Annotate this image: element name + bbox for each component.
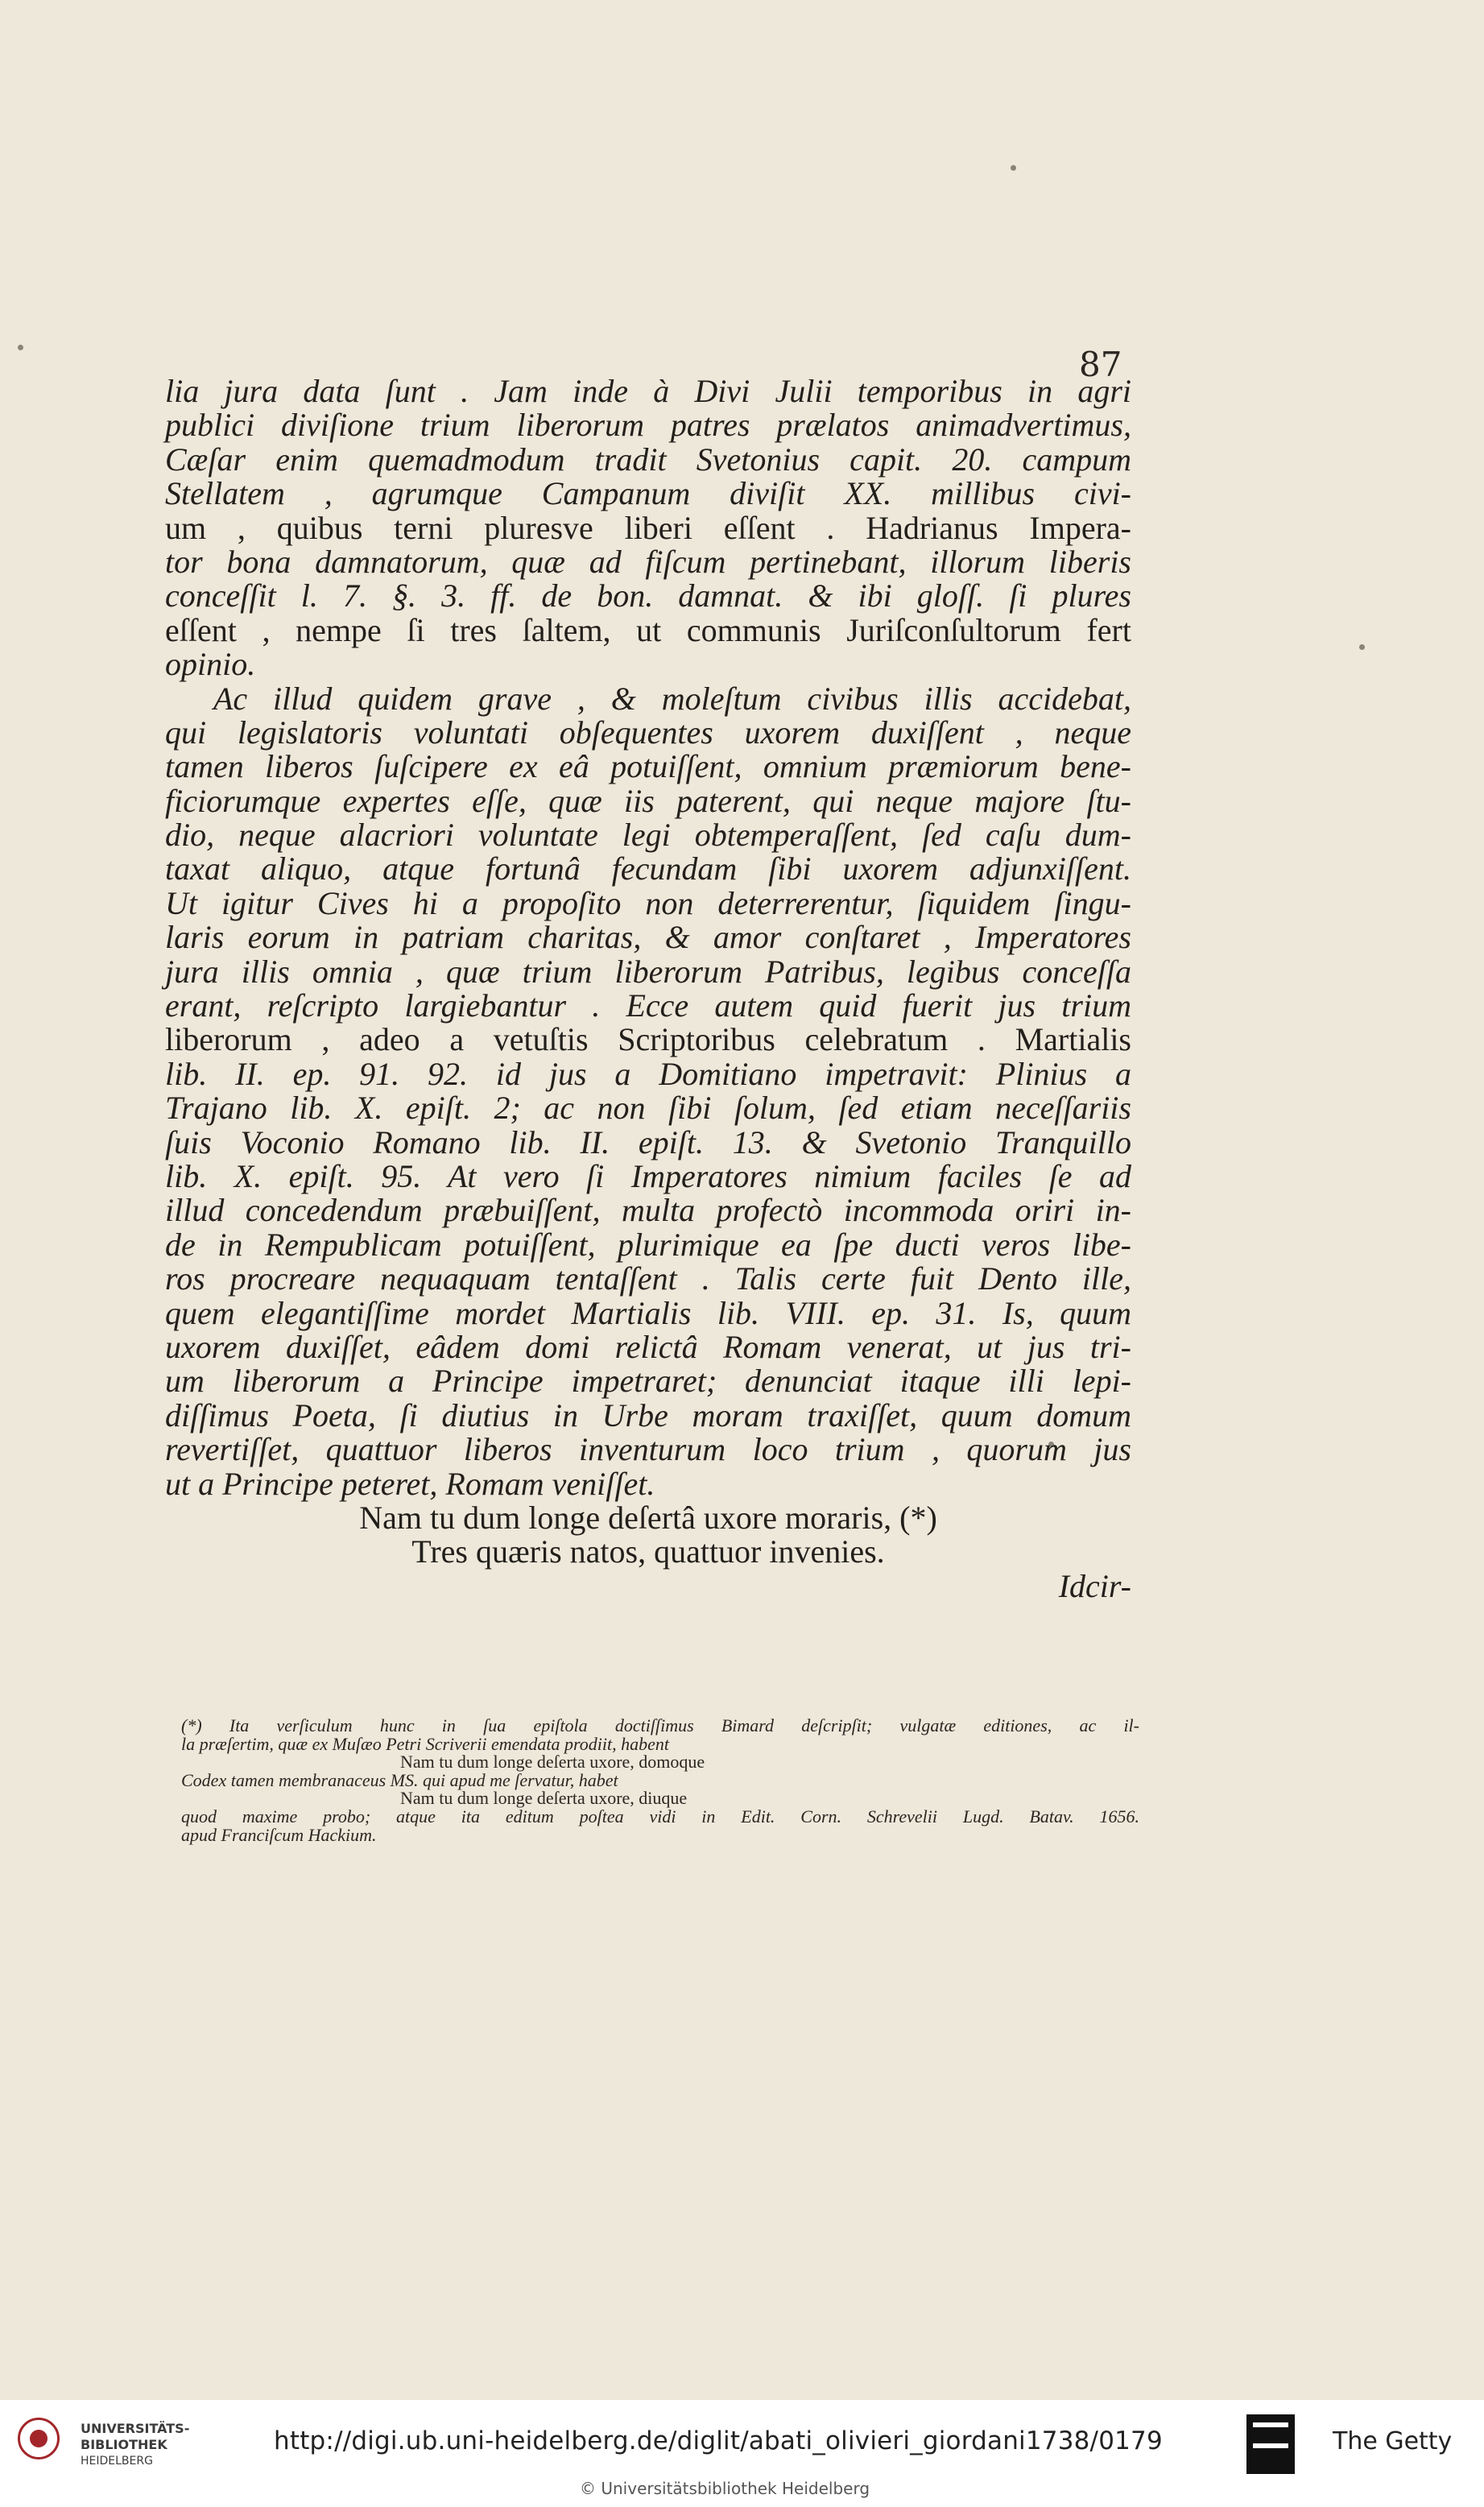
text-line: Ac illud quidem grave , & moleſtum civibus illis accidebat, <box>213 680 1131 717</box>
library-name <box>81 2421 242 2469</box>
text-line: ros procreare nequaquam tentaſſent . Talis certe fuit Dento ille, <box>165 1260 1131 1297</box>
viewer-footer <box>0 2400 1484 2507</box>
text-line: um , quibus terni pluresve liberi eſſent . Hadrianus Impera- <box>165 509 1131 546</box>
partner-name: The Getty <box>1333 2427 1453 2455</box>
footnote-line: Codex tamen membranaceus MS. qui apud me ſervatur, habet <box>181 1769 618 1790</box>
text-line: Stellatem , agrumque Campanum diviſit XX. millibus civi- <box>165 475 1131 512</box>
text-line: de in Rempublicam potuiſſent, plurimique ea ſpe ducti veros libe- <box>165 1226 1131 1263</box>
text-line: Cæſar enim quemadmodum tradit Svetonius capit. 20. campum <box>165 441 1131 478</box>
text-line: illud concedendum præbuiſſent, multa profectò incommoda oriri in- <box>165 1192 1131 1229</box>
text-line: lib. X. epiſt. 95. At vero ſi Imperatores nimium faciles ſe ad <box>165 1157 1131 1194</box>
text-line: Tres quæris natos, quattuor invenies. <box>411 1533 885 1570</box>
paper-speck <box>1359 644 1365 650</box>
library-name-line: BIBLIOTHEK <box>81 2437 167 2452</box>
text-line: dio, neque alacriori voluntate legi obtemperaſſent, ſed caſu dum- <box>165 817 1131 854</box>
text-line: tamen liberos ſuſcipere ex eâ potuiſſent, omnium præmiorum bene- <box>165 748 1131 785</box>
text-line: lia jura data ſunt . Jam inde à Divi Julii temporibus in agri <box>165 373 1131 409</box>
text-line: qui legislatoris voluntati obſequentes uxorem duxiſſent , neque <box>165 714 1131 751</box>
text-line: uxorem duxiſſet, eâdem domi relictâ Romam venerat, ut jus tri- <box>165 1328 1131 1365</box>
text-line: quem elegantiſſime mordet Martialis lib. VIII. ep. 31. Is, quum <box>165 1294 1131 1331</box>
footnote <box>181 1717 1139 1844</box>
library-name-line: HEIDELBERG <box>81 2455 153 2468</box>
text-line: laris eorum in patriam charitas, & amor conſtaret , Imperatores <box>165 919 1131 956</box>
text-line: jura illis omnia , quæ trium liberorum Patribus, legibus conceſſa <box>165 953 1131 990</box>
permalink-url[interactable]: http://digi.ub.uni-heidelberg.de/diglit/abati_olivieri_giordani1738/0179 <box>274 2426 1163 2455</box>
footnote-line: Nam tu dum longe deſerta uxore, domoque <box>400 1752 705 1773</box>
text-line: ſuis Voconio Romano lib. II. epiſt. 13. & Svetonio Tranquillo <box>165 1123 1131 1160</box>
copyright-notice: © Universitätsbibliothek Heidelberg <box>580 2479 870 2498</box>
text-line: diſſimus Poeta, ſi diutius in Urbe moram traxiſſet, quum domum <box>165 1396 1131 1433</box>
text-line: erant, reſcripto largiebantur . Ecce autem quid fuerit jus trium <box>165 987 1131 1024</box>
text-line: Nam tu dum longe deſertâ uxore moraris, (*) <box>359 1499 937 1536</box>
text-line: revertiſſet, quattuor liberos inventurum loco trium , quorum jus <box>165 1431 1131 1468</box>
getty-logo-icon <box>1246 2414 1295 2474</box>
text-line: um liberorum a Principe impetraret; denunciat itaque illi lepi- <box>165 1363 1131 1400</box>
paper-speck <box>1011 165 1016 171</box>
text-line: ficiorumque expertes eſſe, quæ iis paterent, qui neque majore ſtu- <box>165 782 1131 819</box>
text-line: taxat aliquo, atque fortunâ fecundam ſibi uxorem adjunxiſſent. <box>165 850 1131 887</box>
footnote-line: apud Franciſcum Hackium. <box>181 1824 377 1845</box>
text-line: opinio. <box>165 646 256 683</box>
university-seal-icon <box>18 2418 60 2459</box>
text-line: lib. II. ep. 91. 92. id jus a Domitiano impetravit: Plinius a <box>165 1055 1131 1092</box>
text-line: Ut igitur Cives hi a propoſito non deterrerentur, ſiquidem ſingu- <box>165 884 1131 921</box>
footnote-line: Nam tu dum longe deſerta uxore, diuque <box>400 1788 688 1809</box>
text-line: tor bona damnatorum, quæ ad fiſcum pertinebant, illorum liberis <box>165 543 1131 580</box>
text-line: Idcir- <box>1058 1567 1131 1604</box>
body-text <box>165 374 1131 1603</box>
footnote-line: quod maxime probo; atque ita editum poſtea vidi in Edit. Corn. Schrevelii Lugd. Batav. 1656. <box>181 1806 1139 1826</box>
footnote-line: (*) Ita verſiculum hunc in ſua epiſtola doctiſſimus Bimard deſcripſit; vulgatæ editiones, ac il- <box>181 1715 1139 1735</box>
text-line: liberorum , adeo a vetuſtis Scriptoribus celebratum . Martialis <box>165 1021 1131 1058</box>
footnote-line: la præſertim, quæ ex Muſæo Petri Scriverii emendata prodiit, habent <box>181 1733 669 1754</box>
library-name-line: UNIVERSITÄTS- <box>81 2421 190 2436</box>
text-line: conceſſit l. 7. §. 3. ff. de bon. damnat. & ibi gloſſ. ſi plures <box>165 577 1131 614</box>
text-line: publici diviſione trium liberorum patres prælatos animadvertimus, <box>165 407 1131 444</box>
page-number: 87 <box>1079 345 1122 384</box>
text-line: ut a Principe peteret, Romam veniſſet. <box>165 1465 655 1502</box>
paper-speck <box>18 345 23 350</box>
text-line: Trajano lib. X. epiſt. 2; ac non ſibi ſolum, ſed etiam neceſſariis <box>165 1090 1131 1127</box>
text-line: eſſent , nempe ſi tres ſaltem, ut communis Juriſconſultorum fert <box>165 611 1131 648</box>
